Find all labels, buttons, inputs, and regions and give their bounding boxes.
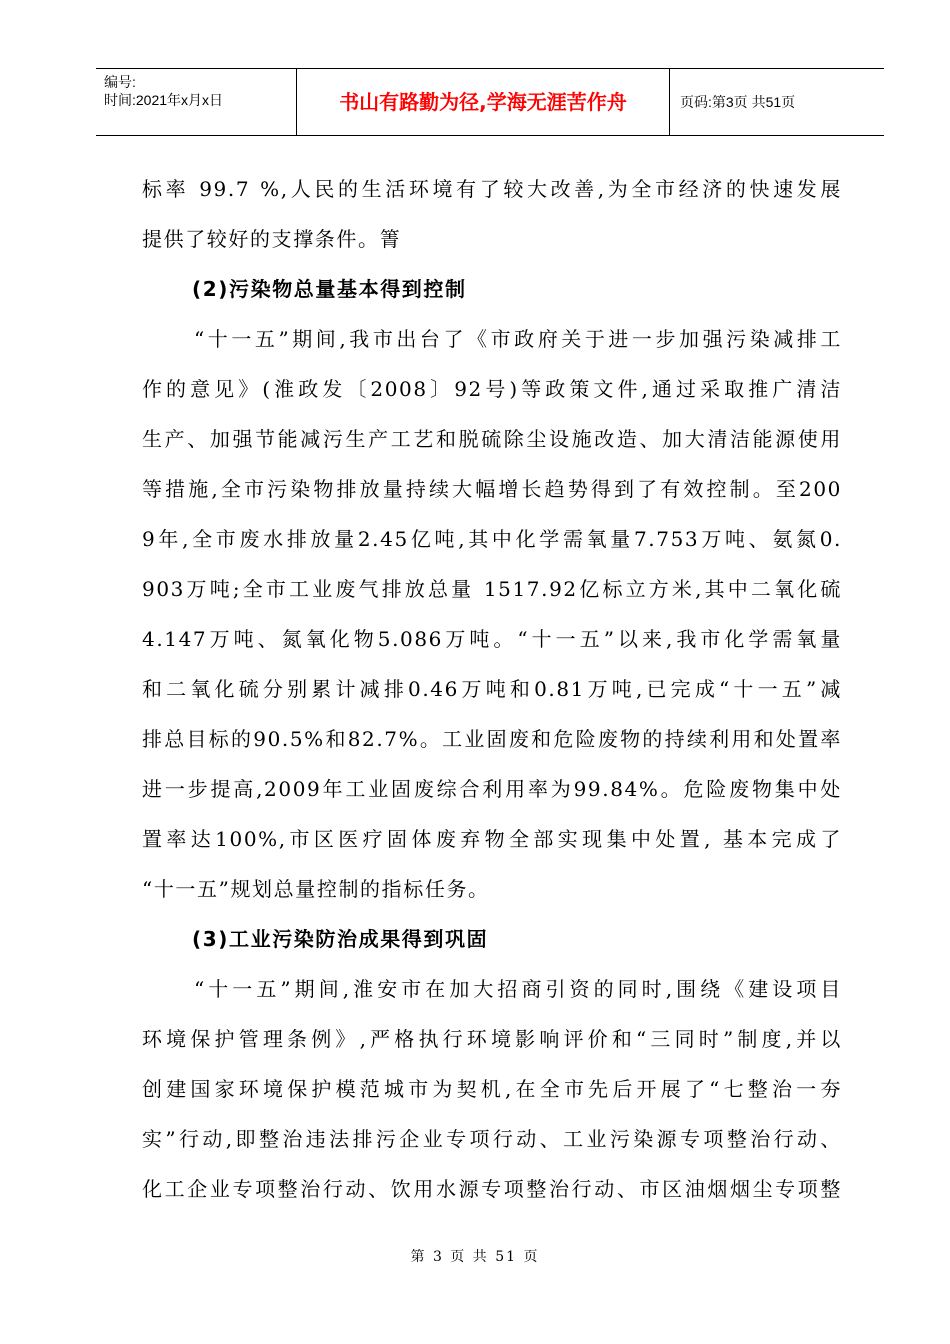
header-page-info: 页码:第3页 共51页 xyxy=(680,94,796,110)
body-text-line: 环境保护管理条例》,严格执行环境影响评价和“三同时”制度,并以 xyxy=(142,1027,842,1051)
body-text-line: 排总目标的90.5%和82.7%。工业固废和危险废物的持续利用和处置率 xyxy=(142,727,842,751)
body-text-line: 903万吨;全市工业废气排放总量 1517.92亿标立方米,其中二氧化硫 xyxy=(142,577,842,601)
page-footer: 第 3 页 共 51 页 xyxy=(410,1249,540,1265)
body-text-line: 9年,全市废水排放量2.45亿吨,其中化学需氧量7.753万吨、氨氮0. xyxy=(142,527,842,551)
page-header xyxy=(96,68,884,136)
body-text-line: 标率 99.7 %,人民的生活环境有了较大改善,为全市经济的快速发展 xyxy=(142,177,842,201)
body-text-line: “十一五”期间,淮安市在加大招商引资的同时,围绕《建设项目 xyxy=(194,977,842,1001)
body-text-line: 生产、加强节能减污生产工艺和脱硫除尘设施改造、加大清洁能源使用 xyxy=(142,427,842,451)
body-text-line: 4.147万吨、氮氧化物5.086万吨。“十一五”以来,我市化学需氧量 xyxy=(142,627,842,651)
body-text-line: 等措施,全市污染物排放量持续大幅增长趋势得到了有效控制。至200 xyxy=(142,477,842,501)
section-heading: (3)工业污染防治成果得到巩固 xyxy=(192,927,489,951)
header-meta xyxy=(96,69,297,135)
body-text-line: “十一五”规划总量控制的指标任务。 xyxy=(142,877,490,901)
body-text-line: 实”行动,即整治违法排污企业专项行动、工业污染源专项整治行动、 xyxy=(142,1127,842,1151)
section-heading: (2)污染物总量基本得到控制 xyxy=(192,277,467,301)
body-text-line: 化工企业专项整治行动、饮用水源专项整治行动、市区油烟烟尘专项整 xyxy=(142,1177,842,1201)
time-label: 时间:2021年x月x日 xyxy=(104,92,224,108)
header-motto: 书山有路勤为径,学海无涯苦作舟 xyxy=(297,69,670,135)
document-body xyxy=(142,164,842,1214)
code-label: 编号: xyxy=(104,74,136,90)
body-text-line: 置率达100%,市区医疗固体废弃物全部实现集中处置, 基本完成了 xyxy=(142,827,842,851)
body-text-line: 进一步提高,2009年工业固废综合利用率为99.84%。危险废物集中处 xyxy=(142,777,842,801)
body-text-line: “十一五”期间,我市出台了《市政府关于进一步加强污染减排工 xyxy=(194,327,842,351)
body-text-line: 提供了较好的支撑条件。箐 xyxy=(142,227,402,251)
body-text-line: 作的意见》(淮政发〔2008〕92号)等政策文件,通过采取推广清洁 xyxy=(142,377,842,401)
body-text-line: 和二氧化硫分别累计减排0.46万吨和0.81万吨,已完成“十一五”减 xyxy=(142,677,842,701)
body-text-line: 创建国家环境保护模范城市为契机,在全市先后开展了“七整治一夯 xyxy=(142,1077,842,1101)
